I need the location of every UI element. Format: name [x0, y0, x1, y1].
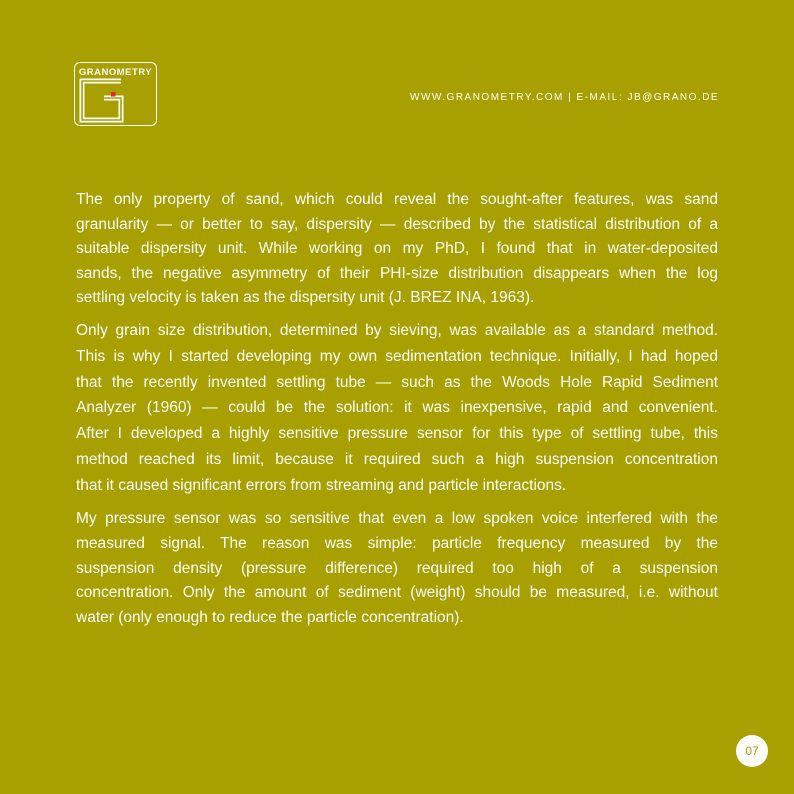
text-line: suitable dispersity unit. While working on my PhD, I found that in water-deposited: [76, 240, 718, 258]
paragraph-1: [76, 188, 718, 311]
text-line: granularity — or better to say, dispersity — described by the statistical distribution of a: [76, 215, 718, 233]
contact-separator: |: [568, 92, 573, 103]
body-text: [76, 0, 718, 794]
text-line: suspension density (pressure difference) required too high of a suspension: [76, 559, 718, 577]
logo-wordmark: GRANOMETRY: [78, 67, 153, 78]
paragraph-3: [76, 507, 718, 631]
text-line: water (only enough to reduce the particle concentration).: [76, 609, 464, 626]
text-line: method reached its limit, because it required such a high suspension concentration: [76, 450, 718, 468]
email-label: E-MAIL:: [576, 92, 624, 103]
text-line: My pressure sensor was so sensitive that even a low spoken voice interfered with the: [76, 510, 718, 527]
text-line: Analyzer (1960) — could be the solution: it was inexpensive, rapid and convenient.: [76, 399, 718, 417]
text-line: that the recently invented settling tube — such as the Woods Hole Rapid Sediment: [76, 373, 718, 391]
email-link[interactable]: JB@GRANO.DE: [627, 92, 720, 103]
website-link[interactable]: WWW.GRANOMETRY.COM: [410, 92, 564, 103]
text-line: concentration. Only the amount of sediment (weight) should be measured, i.e. without: [76, 584, 718, 602]
page-number-badge: [736, 735, 768, 767]
text-line: sands, the negative asymmetry of their PHI-size distribution disappears when the log: [76, 264, 718, 282]
text-line: Only grain size distribution, determined by sieving, was available as a standard method.: [76, 322, 718, 339]
paragraph-2: [76, 318, 718, 498]
text-line: settling velocity is taken as the dispersity unit (J. BREZ INA, 1963).: [76, 289, 535, 307]
text-line: This is why I started developing my own sedimentation technique. Initially, I had hoped: [76, 347, 718, 365]
text-line: measured signal. The reason was simple: particle frequency measured by the: [76, 534, 718, 552]
text-line: After I developed a highly sensitive pressure sensor for this type of settling tube, this: [76, 425, 718, 442]
text-line: that it caused significant errors from streaming and particle interactions.: [76, 476, 567, 494]
page-number: 07: [745, 744, 759, 758]
text-line: The only property of sand, which could reveal the sought-after features, was sand: [76, 191, 718, 208]
